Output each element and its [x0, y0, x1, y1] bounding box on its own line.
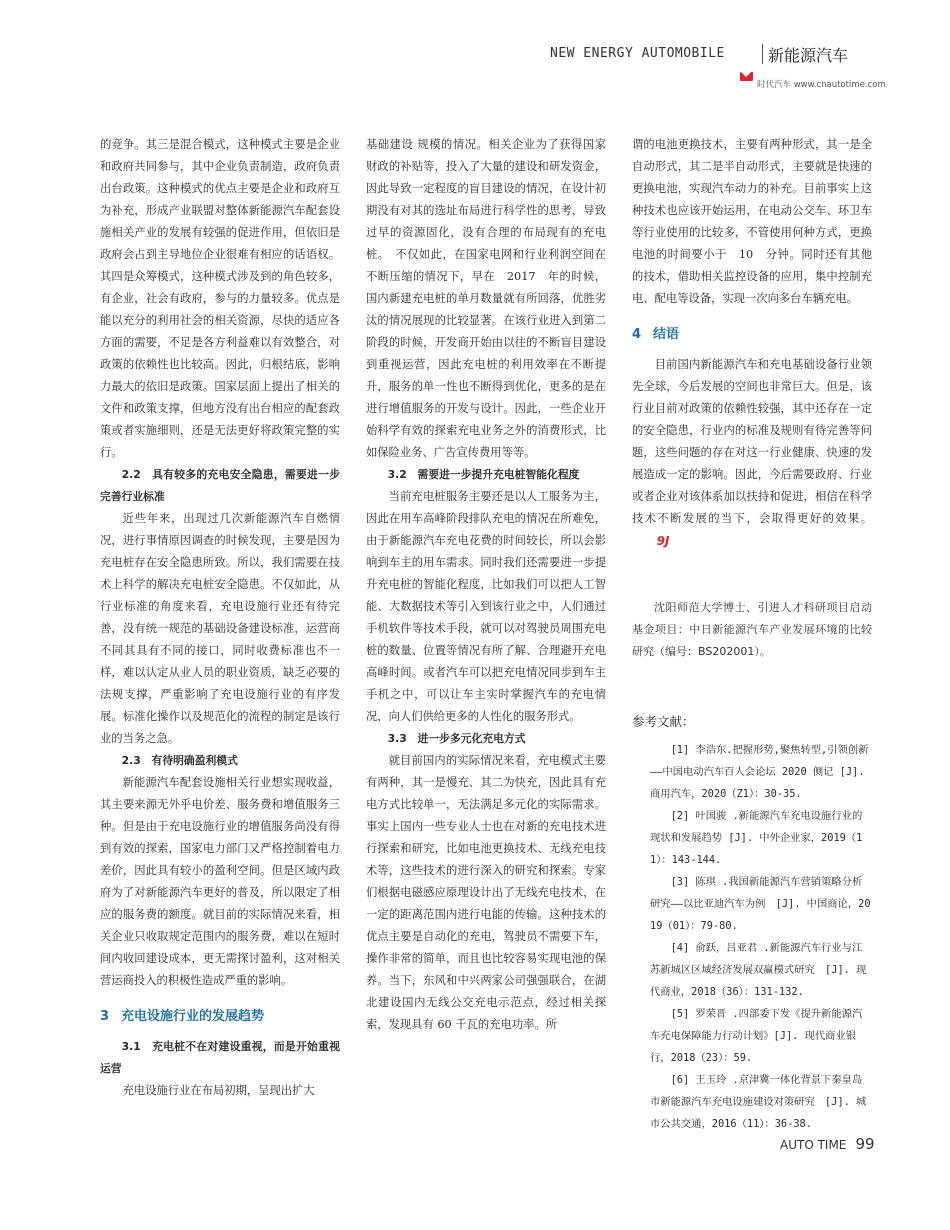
- mail-icon: [740, 72, 753, 81]
- paragraph: 就目前国内的实际情况来看，充电模式主要有两种，其一是慢充、其二为快充，因此具有充电方式比较单一，无法满足多元化的实际需求。事实上国内一些专业人士也在对新的充电技术进行探索和研究，比如电池更换技术、无线充电技术等，这些技术的进行深入的研究和探索。专家们根据电磁感应原理设计出了无线充电技术，在一定的距离范围内进行电能的传输。这种技术的优点主要是自动化的充电，驾驶员不需要下车，操作非常的简单，而且也比较容易实现电池的保养。当下，东风和中兴两家公司强强联合，在湖北建设国内无线公交充电示范点，经过相关探索，发现具有 60 千瓦的充电功率。所: [366, 754, 606, 1031]
- section-heading-3-1: 3.1 充电桩不在对建设重视，而是开始重视运营: [100, 1040, 340, 1075]
- page-number: 99: [855, 1135, 875, 1153]
- paragraph: 的竞争。其三是混合模式，这种模式主要是企业和政府共同参与，其中企业负责制造，政府负责出台政策。这种模式的优点主要是企业和政府互为补充，形成产业联盟对整体新能源汽车配套设施相关产业的发展有较强的促进作用，但依旧是政府会占到主导地位企业很难有相应的话语权。其四是众筹模式，这种模式涉及到的角色较多，有企业，社会有政府，参与的力量较多。优点是能以充分的利用社会的相关资源，尽快的适应各方面的需要，不足是各方利益难以有效整合，对政策的依赖性也比较高。因此，归根结底，影响力最大的依旧是政策。国家层面上提出了相关的文件和政策支撑，但地方没有出台相应的配套政策或者实施细则，还是无法更好将政策完整的实行。: [100, 138, 340, 459]
- paragraph: 基础建设 规模的情况。相关企业为了获得国家财政的补贴等，投入了大量的建设和研发资金，因此导致一定程度的盲目建设的情况，在设计初期没有对其的选址布局进行科学性的思考，导致过早的资源固化，没有合理的布局现有的充电桩。 不仅如此，在国家电网和行业利润空间在不断压缩的情况下，早在 2017 年的时候，国内新建充电桩的单月数量就有所回落，优胜劣汰的情况展现的比较显著。在该行业进入到第二阶段的时候，开发商开始由以往的不断盲目建设到重视运营，因此充电桩的利用效率在不断提升，服务的单一性也不断得到优化，更多的是在进行增值服务的开发与设计。因此，一些企业开始科学有效的探索充电业务之外的消费形式，比如保险业务、广告宣传费用等等。: [366, 138, 606, 459]
- reference-item: [5] 罗荣晋 .四部委下发《提升新能源汽车充电保障能力行动计划》[J]. 现代商业银行，2018（23）：59.: [650, 1008, 863, 1064]
- paragraph: 近些年来，出现过几次新能源汽车自燃情况，进行事情原因调查的时候发现，主要是因为充电桩存在安全隐患所致。所以，我们需要在技术上科学的解决充电桩安全隐患。不仅如此，从行业标准的角度来看，充电设施行业还有待完善，没有统一规范的基础设备建设标准，运营商不同其具有不同的接口，同时收费标准也不一样，难以认定从业人员的职业资质，缺乏必要的法规支撑，严重影响了充电设施行业的有序发展。标准化操作以及规范化的流程的制定是该行业的当务之急。: [100, 512, 340, 745]
- conclusion-text: 目前国内新能源汽车和充电基础设备行业领先全球，今后发展的空间也非常巨大。但是，该行业目前对政策的依赖性较强，其中还存在一定的安全隐患，行业内的标准及规则有待完善等问题，这些问题的存在对这一行业健康、快速的发展造成一定的影响。因此，今后需要政府、行业或者企业对该体系加以扶持和促进，相信在科学技术不断发展的当下，会取得更好的效果。: [632, 358, 872, 525]
- references-title: 参考文献：: [632, 714, 695, 729]
- reference-item: [4] 俞跃，吕亚君 .新能源汽车行业与江苏新城区区域经济发展双赢模式研究 [J]. 现代商业，2018（36）：131-132.: [650, 942, 867, 998]
- paragraph: 谓的电池更换技术，主要有两种形式，其一是全自动形式，其二是半自动形式，主要就是快速的更换电池，实现汽车动力的补充。目前事实上这种技术也应该开始运用，在电动公交车、环卫车等行业使用的比较多，不管使用何种方式，更换电池的时间要小于 10 分钟。同时还有其他的技术，借助相关监控设备的应用，集中控制充电、配电等设备，实现一次向多台车辆充电。: [632, 138, 872, 305]
- section-heading-4: [632, 324, 872, 346]
- section-heading-3-3: 3.3 进一步多元化充电方式: [387, 732, 526, 745]
- paragraph: 充电设施行业在布局初期，呈现出扩大: [122, 1084, 315, 1097]
- section-heading-2-3: 2.3 有待明确盈利模式: [121, 754, 238, 767]
- reference-item: [6] 王玉玲 .京津冀一体化背景下秦皇岛市新能源汽车充电设施建设对策研究 [J]. 城市公共交通，2016（11）：36-38.: [650, 1074, 867, 1130]
- column-1: [100, 134, 340, 1102]
- section-heading-3-2: 3.2 需要进一步提升充电桩智能化程度: [387, 468, 580, 481]
- header-site: 时代汽车 www.cnautotime.com: [757, 80, 886, 90]
- paragraph: [632, 354, 872, 553]
- header-divider: [762, 44, 763, 64]
- page-footer: [780, 1134, 875, 1153]
- section-title: 结语: [653, 327, 680, 342]
- reference-item: [2] 叶国骏 .新能源汽车充电设施行业的现状和发展趋势 [J]. 中外企业家，2019（11）：143-144.: [650, 810, 863, 866]
- paragraph: 当前充电桩服务主要还是以人工服务为主，因此在用车高峰阶段排队充电的情况在所难免，由于新能源汽车充电花费的时间较长，所以会影响到车主的用车需求。同时我们还需要进一步提升充电桩的智能化程度，比如我们可以把人工智能、大数据技术等引入到该行业之中，人们通过手机软件等技术手段，就可以对驾驶员周围充电桩的数量、位置等情况有所了解、合理避开充电高峰时间。或者汽车可以把充电情况同步到车主手机之中，可以让车主实时掌握汽车的充电情况，向人们供给更多的人性化的服务形式。: [366, 490, 606, 723]
- header-english-title: NEW ENERGY AUTOMOBILE: [550, 46, 725, 61]
- reference-list: [632, 739, 872, 1135]
- column-2: [366, 134, 606, 1036]
- paragraph: 新能源汽车配套设施相关行业想实现收益，其主要来源无外乎电价差、服务费和增值服务三种。但是由于充电设施行业的增值服务尚没有得到有效的探索，国家电力部门又严格控制着电力差价，因此具有较小的盈利空间。但是区域内政府为了对新能源汽车更好的普及，所以限定了相应的服务费的额度。就目前的实际情况来看，相关企业只收取规定范围内的服务费，难以在短时间内收回建设成本，更无需探讨盈利，这对相关营运商投入的积极性造成严重的影响。: [100, 776, 340, 987]
- section-number: 4: [632, 327, 642, 342]
- section-number: 3: [100, 1009, 110, 1024]
- section-heading-2-2: 2.2 具有较多的充电安全隐患，需要进一步完善行业标准: [100, 468, 340, 503]
- footer-magazine: AUTO TIME: [780, 1138, 847, 1152]
- reference-item: [3] 陈琪 .我国新能源汽车营销策略分析研究——以比亚迪汽车为例 [J]. 中国商论，2019（01）：79-80.: [650, 876, 871, 932]
- header-chinese-title: 新能源汽车: [768, 46, 849, 65]
- section-title: 充电设施行业的发展趋势: [121, 1009, 265, 1024]
- section-heading-3: [100, 1006, 340, 1028]
- reference-item: [1] 李浩东.把握形势,聚焦转型,引领创新——中国电动汽车百人会论坛 2020 侧记 [J]. 商用汽车，2020（Z1）：30-35.: [650, 744, 869, 800]
- funding-note: [632, 597, 872, 663]
- end-mark-icon: 9J: [656, 534, 670, 548]
- column-3: [632, 134, 872, 1135]
- funding-text: 沈阳师范大学博士、引进人才科研项目启动基金项目：中日新能源汽车产业发展环境的比较研究（编号：BS202001）。: [632, 601, 872, 658]
